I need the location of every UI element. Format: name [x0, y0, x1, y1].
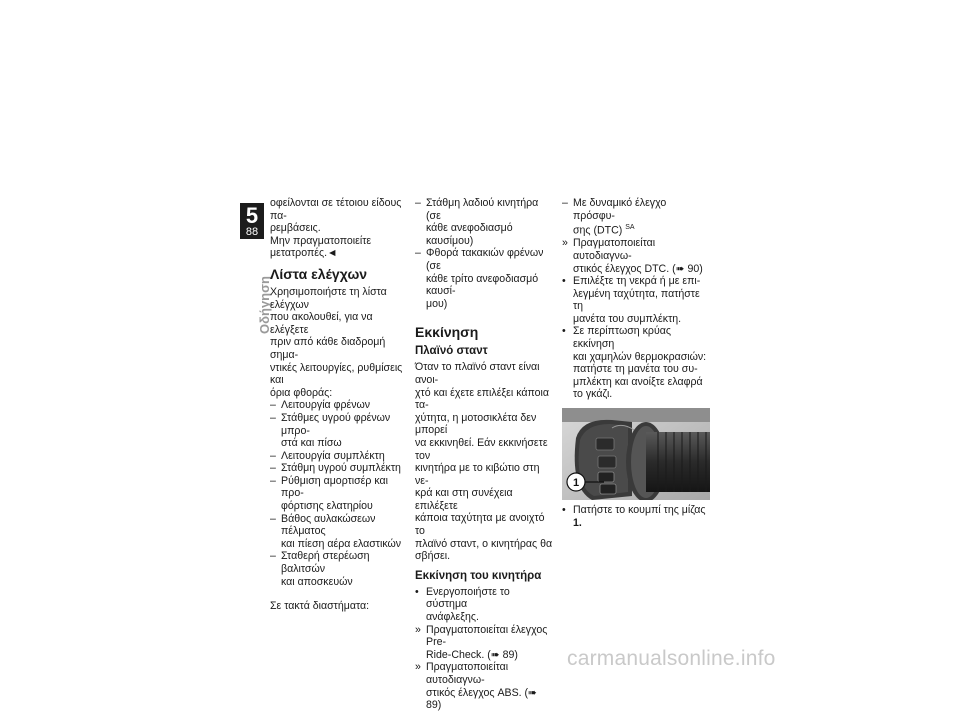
list-text: πατήστε τη μανέτα του συ- [573, 363, 698, 376]
list-marker: » [562, 237, 568, 250]
handlebar-switch-photo [562, 408, 710, 500]
column-1 [270, 197, 405, 613]
intro-line: ρεμβάσεις. [270, 222, 321, 235]
list-text: το γκάζι. [573, 388, 613, 401]
intro-line: οφείλονται σε τέτοιου είδους πα- [270, 197, 402, 222]
list-text: Ride-Check. (➠ 89) [426, 648, 518, 661]
list-text: και αποσκευών [281, 575, 353, 588]
list-text: ανάφλεξης. [426, 611, 479, 624]
para-line: να εκκινηθεί. Εάν εκκινήσετε τον [415, 436, 548, 462]
list-marker: » [415, 623, 421, 636]
list-text: Επιλέξτε τη νεκρά ή με επι- [573, 275, 701, 288]
list-text: Πατήστε το κουμπί της μίζας [573, 504, 706, 517]
para-line: χύτητα, η μοτοσικλέτα δεν μπορεί [415, 411, 537, 437]
list-text: λεγμένη ταχύτητα, πατήστε τη [573, 287, 700, 313]
list-text: μου) [426, 297, 448, 310]
list-text: φόρτισης ελατηρίου [281, 500, 373, 513]
list-text: Ενεργοποιήστε το σύστημα [426, 585, 510, 611]
list-marker: – [270, 512, 276, 525]
section-side-label: Οδήγηση [257, 276, 272, 334]
list-item [415, 586, 553, 624]
para-line: κρά και στη συνέχεια επιλέξετε [415, 487, 513, 512]
list-item [270, 399, 405, 412]
list-item [270, 412, 405, 450]
intro-line: Μην πραγματοποιείτε [270, 234, 372, 247]
list-item [270, 462, 405, 475]
list-text: στικός έλεγχος ABS. (➠ 89) [426, 686, 537, 712]
checklist-heading: Λίστα ελέγχων [270, 265, 368, 282]
column-3 [562, 197, 710, 529]
list-item [562, 197, 710, 237]
para-line: Όταν το πλαϊνό σταντ είναι ανοι- [415, 361, 540, 386]
list-text: Στάθμη υγρού συμπλέκτη [281, 462, 401, 475]
list-marker: – [562, 197, 568, 209]
list-marker: – [415, 197, 421, 209]
para-line: Χρησιμοποιήστε τη λίστα ελέγχων [270, 285, 387, 311]
list-item [415, 661, 553, 711]
para-line: πλαϊνό σταντ, ο κινητήρας θα [415, 537, 553, 550]
list-item [415, 247, 553, 310]
list-item [415, 197, 553, 247]
photo-callout-number: 1 [572, 477, 580, 490]
list-marker: • [562, 325, 566, 338]
handlebar-switch-illustration [562, 408, 710, 500]
list-text: Φθορά τακακιών φρένων (σε [426, 247, 544, 272]
list-text: Στάθμες υγρού φρένων μπρο- [281, 411, 391, 437]
checklist-continued [415, 197, 553, 310]
para-line: χτό και έχετε επιλέξει κάποια τα- [415, 386, 550, 412]
side-stand-heading: Πλαϊνό σταντ [415, 345, 488, 358]
list-item [270, 513, 405, 551]
para-line: ντικές λειτουργίες, ρυθμίσεις και [270, 361, 403, 387]
list-text: κάθε τρίτο ανεφοδιασμό καυσί- [426, 272, 539, 298]
list-marker: • [562, 275, 566, 288]
para-line: πριν από κάθε διαδρομή σημα- [270, 336, 386, 361]
list-marker: • [562, 504, 566, 517]
checklist [270, 399, 405, 588]
list-marker: – [270, 449, 276, 462]
list-item [562, 504, 710, 529]
list-text: μανέτα του συμπλέκτη. [573, 312, 682, 325]
column-2 [415, 197, 553, 712]
callout-reference: 1. [573, 516, 582, 529]
para-line: κινητήρα με το κιβώτιο στη νε- [415, 462, 540, 487]
list-marker: – [270, 474, 276, 487]
list-text: κάθε ανεφοδιασμό καυσίμου) [426, 222, 513, 247]
list-marker: – [270, 462, 276, 475]
final-step [562, 504, 710, 529]
intro-line: μετατροπές.◄ [270, 247, 338, 260]
footer-line: Σε τακτά διαστήματα: [270, 600, 370, 613]
list-text: Σε περίπτωση κρύας εκκίνηση [573, 325, 671, 351]
list-text: Με δυναμικό έλεγχο πρόσφυ- [573, 197, 667, 222]
list-item [562, 237, 710, 275]
optional-equipment-mark: SA [625, 224, 635, 232]
list-text: Σταθερή στερέωση βαλιτσών [281, 550, 370, 576]
para-line: που ακολουθεί, για να ελέγξετε [270, 311, 373, 336]
para-line: όρια φθοράς: [270, 386, 333, 399]
list-text: Πραγματοποιείται αυτοδιαγνω- [573, 237, 656, 262]
list-item [270, 475, 405, 513]
list-text: μπλέκτη και ανοίξτε ελαφρά [573, 375, 703, 388]
list-marker: • [415, 585, 419, 598]
start-heading: Εκκίνηση [415, 324, 479, 341]
list-marker: – [270, 411, 276, 424]
list-text: στά και πίσω [281, 437, 342, 450]
list-marker: – [270, 399, 276, 412]
para-line: κάποια ταχύτητα με ανοιχτό το [415, 512, 545, 538]
list-text: στικός έλεγχος DTC. (➠ 90) [573, 262, 703, 275]
list-item [415, 624, 553, 662]
list-item [270, 550, 405, 588]
list-marker: – [415, 247, 421, 260]
list-text: Στάθμη λαδιού κινητήρα (σε [426, 197, 539, 222]
chapter-number: 5 [245, 203, 259, 228]
para-line: σβήσει. [415, 550, 451, 563]
list-marker: » [415, 661, 421, 674]
list-text: και πίεση αέρα ελαστικών [281, 537, 402, 550]
list-text: σης (DTC) [573, 224, 623, 237]
list-item [562, 325, 710, 401]
list-text: Ρύθμιση αμορτισέρ και προ- [281, 474, 388, 500]
list-text: Λειτουργία φρένων [281, 399, 371, 412]
list-marker: – [270, 550, 276, 563]
list-text: και χαμηλών θερμοκρασιών: [573, 350, 707, 363]
start-steps [415, 586, 553, 712]
list-text: Πραγματοποιείται αυτοδιαγνω- [426, 661, 509, 686]
list-text: Πραγματοποιείται έλεγχος Pre- [426, 623, 548, 649]
list-item [562, 275, 710, 325]
page-number: 88 [245, 226, 259, 238]
list-item [270, 450, 405, 463]
list-text: Λειτουργία συμπλέκτη [281, 449, 385, 462]
list-text: Βάθος αυλακώσεων πέλματος [281, 512, 376, 538]
watermark: carmanualsonline.info [567, 647, 776, 670]
start-steps-continued [562, 197, 710, 401]
engine-start-heading: Εκκίνηση του κινητήρα [415, 569, 542, 582]
